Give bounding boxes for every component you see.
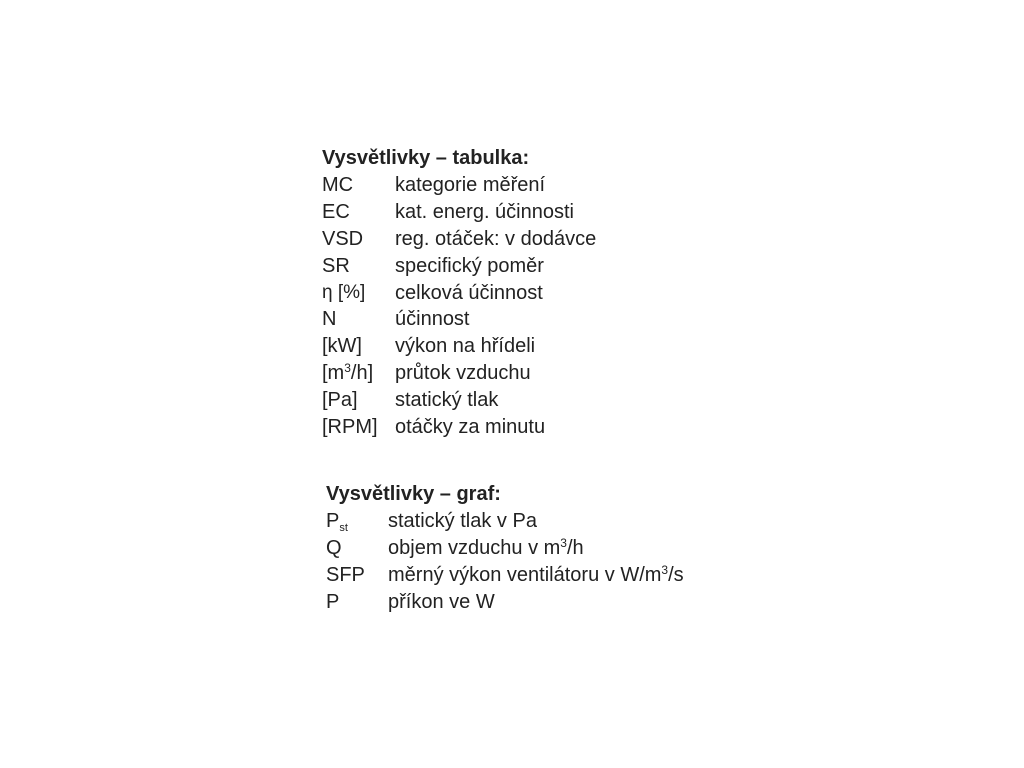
desc-part: měrný výkon ventilátoru v W/m [388, 563, 662, 586]
legend-desc: výkon na hřídeli [395, 335, 536, 358]
legend-abbr: [RPM] [322, 416, 378, 439]
legend-abbr: P [326, 590, 340, 613]
table-legend-title: Vysvětlivky – tabulka: [322, 147, 530, 169]
desc-part: objem vzduchu v m [388, 536, 561, 559]
legend-row-mc [322, 172, 596, 199]
table-legend [322, 145, 596, 441]
legend-abbr [326, 508, 388, 535]
legend-desc: statický tlak [395, 389, 499, 412]
legend-desc: účinnost [395, 308, 470, 331]
legend-abbr: N [322, 308, 337, 331]
legend-desc: otáčky za minutu [395, 416, 546, 439]
superscript: 3 [560, 535, 567, 550]
legend-desc: statický tlak v Pa [388, 509, 537, 532]
legend-desc: průtok vzduchu [395, 362, 531, 385]
legend-abbr [322, 360, 395, 387]
abbr-part: P [326, 509, 340, 532]
legend-abbr: SFP [326, 563, 365, 586]
legend-desc [388, 535, 584, 562]
legend-row-pst [326, 508, 684, 535]
abbr-part: [m [322, 362, 345, 385]
legend-desc: kat. energ. účinnosti [395, 200, 574, 223]
legend-row-m3h [322, 360, 596, 387]
legend-desc: specifický poměr [395, 254, 544, 277]
abbr-part: /h] [350, 362, 374, 385]
legend-abbr: [Pa] [322, 389, 358, 412]
graph-legend-title: Vysvětlivky – graf: [326, 483, 501, 505]
legend-row-sfp [326, 562, 684, 589]
desc-part: /h [566, 536, 584, 559]
desc-part: /s [668, 563, 684, 586]
superscript: 3 [344, 361, 351, 376]
subscript: st [339, 521, 348, 534]
legend-desc [388, 562, 684, 589]
legend-row-q [326, 535, 684, 562]
legend-desc: příkon ve W [388, 590, 495, 613]
legend-abbr: Q [326, 536, 342, 559]
legend-row-kw [322, 333, 596, 360]
legend-desc: reg. otáček: v dodávce [395, 227, 597, 250]
legend-abbr: [kW] [322, 335, 362, 358]
graph-legend [326, 481, 684, 616]
legend-row-ec [322, 199, 596, 226]
superscript: 3 [661, 562, 669, 577]
legend-desc: kategorie měření [395, 173, 546, 196]
legend-abbr: η [%] [322, 281, 366, 303]
legend-desc: celková účinnost [395, 281, 543, 304]
legend-row-efficiency-percent [322, 280, 596, 307]
legend-abbr: MC [322, 173, 354, 196]
legend-row-vsd [322, 226, 596, 253]
legend-row-pa [322, 387, 596, 414]
legend-abbr: SR [322, 254, 350, 277]
legend-row-sr [322, 253, 596, 280]
legend-row-rpm [322, 414, 596, 441]
legend-row-n [322, 306, 596, 333]
legend-abbr: EC [322, 200, 350, 223]
legend-abbr: VSD [322, 227, 364, 250]
legend-row-p [326, 589, 684, 616]
